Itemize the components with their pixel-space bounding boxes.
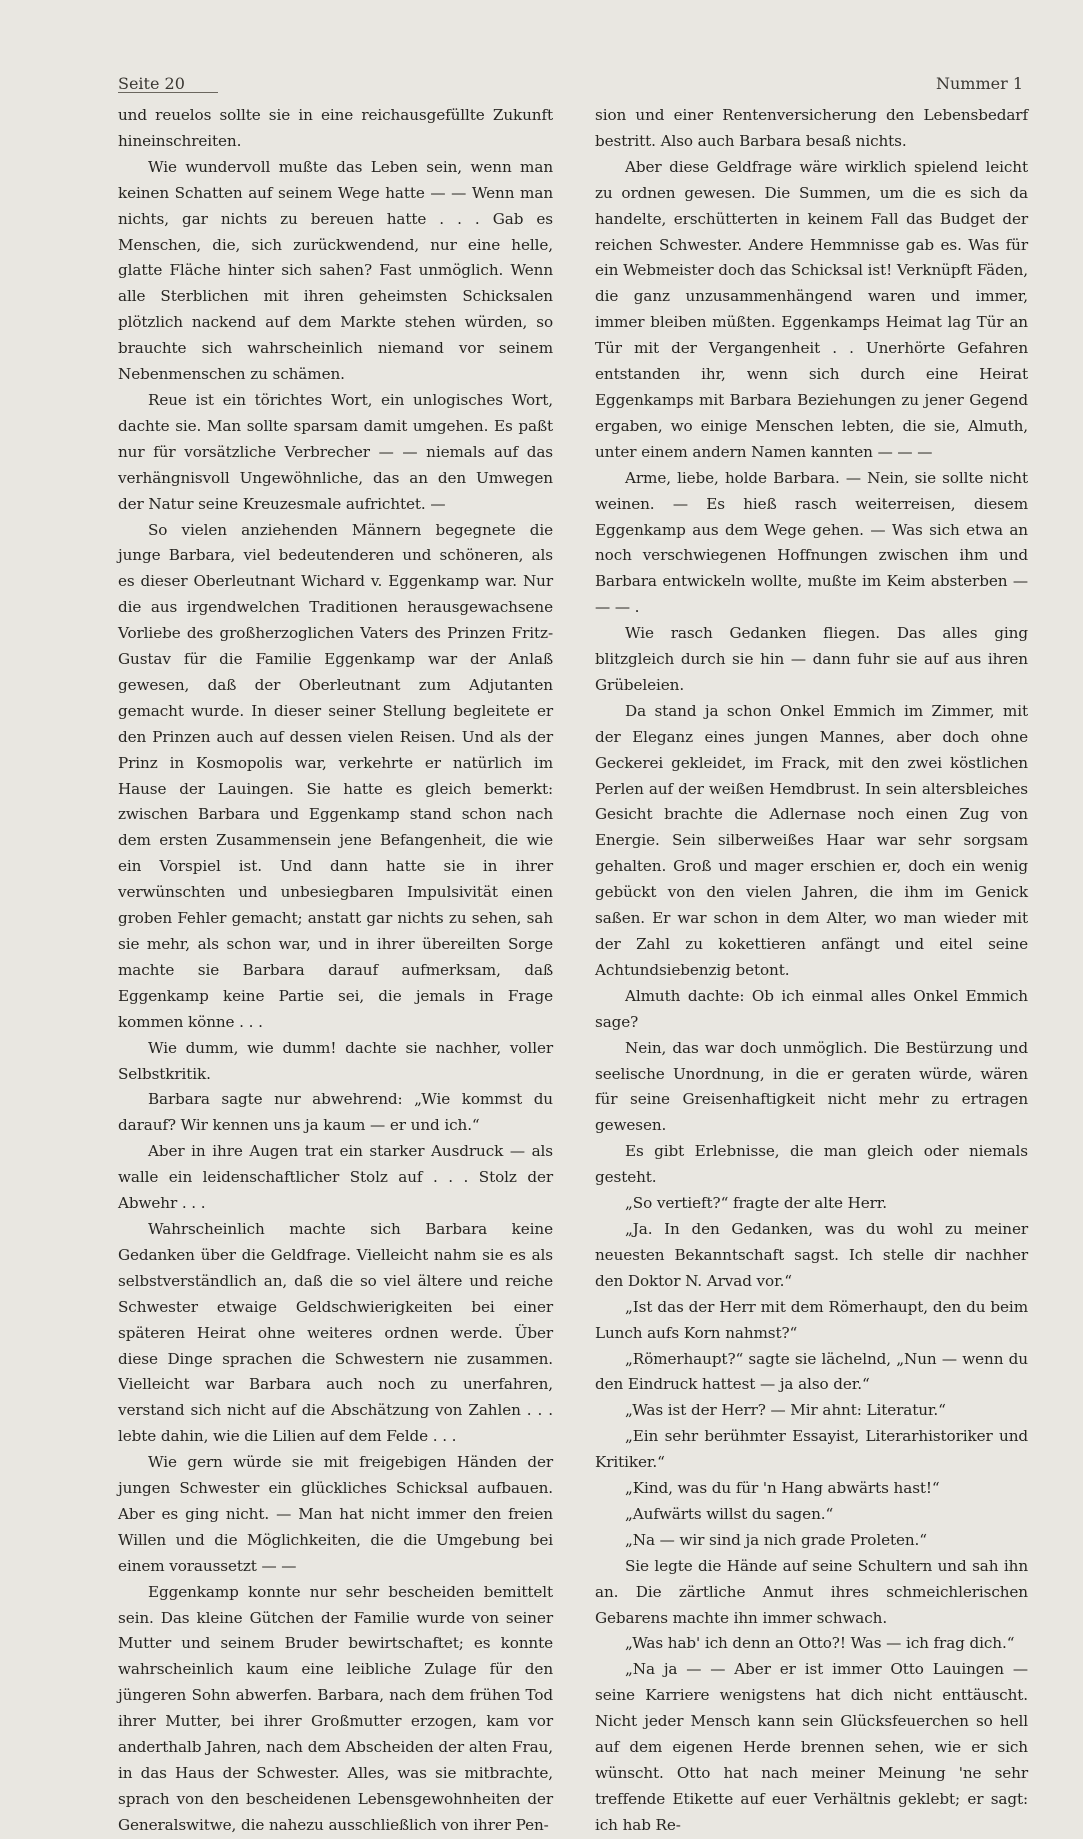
paragraph: „Ja. In den Gedanken, was du wohl zu meiner neuesten Bekanntschaft sagst. Ich stelle dir nachher den Doktor N. Arvad vor.“ xyxy=(595,1219,1028,1290)
paragraph: Da stand ja schon Onkel Emmich im Zimmer, mit der Eleganz eines jungen Mannes, aber doch ohne Geckerei gekleidet, im Frack, mit den zwei köstlichen Perlen auf der weißen Hemdbrust. In sein altersbleiches Gesicht brachte die Adlernase noch einen Zug von Energie. Sein silberweißes Haar war sehr sorgsam gehalten. Groß und mager erschien er, doch ein wenig gebückt von den vielen Jahren, die ihm im Genick saßen. Er war schon in dem Alter, wo man wieder mit der Zahl zu kokettieren anfängt und eitel seine Achtundsiebenzig betont. xyxy=(595,701,1028,979)
paragraph: Almuth dachte: Ob ich einmal alles Onkel Emmich sage? xyxy=(595,986,1028,1031)
paragraph: Wahrscheinlich machte sich Barbara keine Gedanken über die Geldfrage. Vielleicht nahm sie es als selbstverständlich an, daß die so viel ältere und reiche Schwester etwaige Geldschwierigkeiten bei einer späteren Heirat ohne weiteres ordnen werde. Über diese Dinge sprachen die Schwestern nie zusammen. Vielleicht war Barbara auch noch zu unerfahren, verstand sich nicht auf die Abschätzung von Zahlen . . . lebte dahin, wie die Lilien auf dem Felde . . . xyxy=(118,1219,553,1446)
paragraph: „Aufwärts willst du sagen.“ xyxy=(625,1504,834,1523)
paragraph: Wie wundervoll mußte das Leben sein, wenn man keinen Schatten auf seinem Wege hatte — — Wenn man nichts, gar nichts zu bereuen hatte . . . Gab es Menschen, die, sich zurückwendend, nur eine helle, glatte Fläche hinter sich sahen? Fast unmöglich. Wenn alle Sterblichen mit ihren geheimsten Schicksalen plötzlich nackend auf dem Markte stehen würden, so brauchte sich wahrscheinlich niemand vor seinem Nebenmenschen zu schämen. xyxy=(118,157,553,384)
paragraph: Arme, liebe, holde Barbara. — Nein, sie sollte nicht weinen. — Es hieß rasch weiterreisen, diesem Eggenkamp aus dem Wege gehen. — Was sich etwa an noch verschwiegenen Hoffnungen zwischen ihm und Barbara entwickeln wollte, mußte im Keim absterben — — — . xyxy=(595,468,1028,617)
left-column xyxy=(118,103,553,1839)
paragraph: „So vertieft?“ fragte der alte Herr. xyxy=(625,1194,887,1213)
paragraph: „Ein sehr berühmter Essayist, Literarhistoriker und Kritiker.“ xyxy=(595,1427,1028,1472)
paragraph: Sie legte die Hände auf seine Schultern und sah ihn an. Die zärtliche Anmut ihres schmeichlerischen Gebarens machte ihn immer schwach. xyxy=(595,1556,1028,1627)
paragraph: „Na — wir sind ja nich grade Proleten.“ xyxy=(625,1530,927,1549)
paragraph: Aber diese Geldfrage wäre wirklich spielend leicht zu ordnen gewesen. Die Summen, um die es sich da handelte, erschütterten in keinem Fall das Budget der reichen Schwester. Andere Hemmnisse gab es. Was für ein Webmeister doch das Schicksal ist! Verknüpft Fäden, die ganz unzusammenhängend waren und immer, immer bleiben müßten. Eggenkamps Heimat lag Tür an Tür mit der Vergangenheit . . Unerhörte Gefahren entstanden ihr, wenn sich durch eine Heirat Eggenkamps mit Barbara Beziehungen zu jener Gegend ergaben, wo einige Menschen lebten, die sie, Almuth, unter einem andern Namen kannten — — — xyxy=(595,157,1028,461)
paragraph: „Was ist der Herr? — Mir ahnt: Literatur.“ xyxy=(625,1401,946,1420)
paragraph: Reue ist ein törichtes Wort, ein unlogisches Wort, dachte sie. Man sollte sparsam damit umgehen. Es paßt nur für vorsätzliche Verbrecher — — niemals auf das verhängnisvoll Ungewöhnliche, das an den Umwegen der Natur seine Kreuzesmale aufrichtet. — xyxy=(118,390,553,513)
paragraph: und reuelos sollte sie in eine reichausgefüllte Zukunft hineinschreiten. xyxy=(118,106,553,150)
header-rule xyxy=(118,92,218,93)
paragraph: Nein, das war doch unmöglich. Die Bestürzung und seelische Unordnung, in die er geraten würde, wären für seine Greisenhaftigkeit nicht mehr zu ertragen gewesen. xyxy=(595,1038,1028,1135)
paragraph: „Was hab' ich denn an Otto?! Was — ich frag dich.“ xyxy=(625,1634,1015,1653)
paragraph: „Römerhaupt?“ sagte sie lächelnd, „Nun — wenn du den Eindruck hattest — ja also der.“ xyxy=(595,1349,1028,1394)
paragraph: Wie gern würde sie mit freigebigen Händen der jungen Schwester ein glückliches Schicksal aufbauen. Aber es ging nicht. — Man hat nicht immer den freien Willen und die Möglichkeiten, die die Umgebung bei einem voraussetzt — — xyxy=(118,1453,553,1575)
paragraph: So vielen anziehenden Männern begegnete die junge Barbara, viel bedeutenderen und schöneren, als es dieser Oberleutnant Wichard v. Eggenkamp war. Nur die aus irgendwelchen Traditionen herausgewachsene Vorliebe des großherzoglichen Vaters des Prinzen Fritz-Gustav für die Familie Eggenkamp war der Anlaß gewesen, daß der Oberleutnant zum Adjutanten gemacht wurde. In dieser seiner Stellung begleitete er den Prinzen auch auf dessen vielen Reisen. Und als der Prinz in Kosmopolis war, verkehrte er natürlich im Hause der Lauingen. Sie hatte es gleich bemerkt: zwischen Barbara und Eggenkamp stand schon nach dem ersten Zusammensein jene Befangenheit, die wie ein Vorspiel ist. Und dann hatte sie in ihrer verwünschten und unbesiegbaren Impulsivität einen groben Fehler gemacht; anstatt gar nichts zu sehen, sah sie mehr, als schon war, und in ihrer übereilten Sorge machte sie Barbara darauf aufmerksam, daß Eggenkamp keine Partie sei, die jemals in Frage kommen könne . . . xyxy=(118,520,553,1031)
paragraph: Wie rasch Gedanken fliegen. Das alles ging blitzgleich durch sie hin — dann fuhr sie auf aus ihren Grübeleien. xyxy=(595,624,1028,694)
paragraph: Aber in ihre Augen trat ein starker Ausdruck — als walle ein leidenschaftlicher Stolz auf . . . Stolz der Abwehr . . . xyxy=(118,1142,553,1213)
right-column xyxy=(595,103,1028,1839)
page-number: Seite 20 xyxy=(118,74,185,93)
paragraph: Eggenkamp konnte nur sehr bescheiden bemittelt sein. Das kleine Gütchen der Familie wurde von seiner Mutter und seinem Bruder bewirtschaftet; es konnte wahrscheinlich kaum eine leibliche Zulage für den jüngeren Sohn abwerfen. Barbara, nach dem frühen Tod ihrer Mutter, bei ihrer Großmutter erzogen, kam vor anderthalb Jahren, nach dem Abscheiden der alten Frau, in das Haus der Schwester. Alles, was sie mitbrachte, sprach von den bescheidenen Lebensgewohnheiten der Generalswitwe, die nahezu ausschließlich von ihrer Pen- xyxy=(118,1582,553,1834)
paragraph: „Ist das der Herr mit dem Römerhaupt, den du beim Lunch aufs Korn nahmst?“ xyxy=(595,1297,1028,1342)
paragraph: sion und einer Rentenversicherung den Lebensbedarf bestritt. Also auch Barbara besaß nichts. xyxy=(595,106,1028,150)
paragraph: Es gibt Erlebnisse, die man gleich oder niemals gesteht. xyxy=(595,1142,1028,1187)
paragraph: „Na ja — — Aber er ist immer Otto Lauingen — seine Karriere wenigstens hat dich nicht enttäuscht. Nicht jeder Mensch kann sein Glücksfeuerchen so hell auf dem eigenen Herde brennen sehen, wie er sich wünscht. Otto hat nach meiner Meinung 'ne sehr treffende Etikette auf euer Verhältnis geklebt; er sagt: ich hab Re- xyxy=(595,1660,1028,1834)
paragraph: Wie dumm, wie dumm! dachte sie nachher, voller Selbstkritik. xyxy=(118,1038,553,1083)
paragraph: „Kind, was du für 'n Hang abwärts hast!“ xyxy=(625,1479,940,1498)
paragraph: Barbara sagte nur abwehrend: „Wie kommst du darauf? Wir kennen uns ja kaum — er und ich.“ xyxy=(118,1090,553,1135)
issue-number: Nummer 1 xyxy=(935,74,1023,93)
